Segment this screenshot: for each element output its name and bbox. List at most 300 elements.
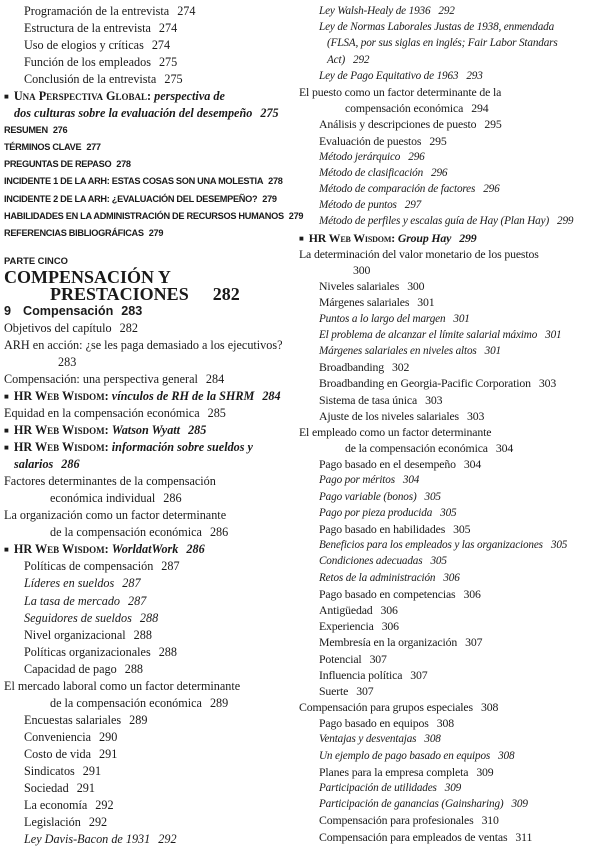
toc-entry-line (24, 610, 296, 627)
toc-entry-text: Programación de la entrevista (24, 4, 170, 18)
toc-entry-caps (4, 191, 296, 208)
toc-entry-sub (299, 634, 598, 650)
toc-entry-caps (4, 225, 296, 242)
toc-entry-text: Retos de la administración (319, 571, 436, 584)
toc-entry-line (319, 327, 598, 343)
page-number: 311 (515, 829, 533, 844)
toc-entry-sub (299, 667, 598, 683)
toc-entry-text: Estructura de la entrevista (24, 21, 151, 36)
toc-entry-line (4, 225, 296, 242)
toc-entry-text: WorldatWork (111, 542, 179, 557)
page-number: 305 (550, 539, 568, 552)
toc-entry-sub (299, 521, 598, 537)
toc-entry-line (4, 354, 296, 371)
toc-entry-it (299, 19, 598, 68)
toc-entry-text: Seguidores de sueldos (24, 610, 132, 625)
toc-entry-line (319, 165, 598, 181)
toc-entry-it (299, 311, 598, 327)
toc-entry-line (319, 294, 598, 310)
toc-entry-text: Suerte (319, 683, 349, 698)
page-number: 278 (268, 176, 283, 187)
toc-entry-text: (FLSA, por sus siglas en inglés; Fair Labor Standars (327, 37, 558, 50)
toc-entry-line (24, 71, 296, 88)
toc-entry-it (299, 181, 598, 197)
toc-entry-it (299, 197, 598, 213)
toc-entry-text: Beneficios para los empleados y las organizaciones (319, 539, 543, 552)
page-number: 291 (76, 781, 95, 796)
toc-entry-line (319, 634, 598, 650)
toc-entry-line (4, 105, 296, 122)
page-number: 293 (466, 69, 483, 82)
toc-entry-text: Método de comparación de factores (319, 183, 476, 196)
toc-entry-it (299, 505, 598, 521)
toc-entry-line (319, 570, 598, 586)
toc-entry-line (319, 667, 598, 683)
toc-entry-line (4, 456, 296, 473)
toc-entry-line (4, 139, 296, 156)
page-number: 301 (417, 295, 435, 310)
page-number: 283 (121, 303, 143, 318)
web-feature-label: HR Web Wisdom: (13, 440, 109, 455)
toc-entry-line (319, 683, 598, 699)
toc-entry-line (24, 575, 296, 592)
toc-entry-it (299, 472, 598, 488)
toc-entry-sub (4, 763, 296, 780)
page-number: 274 (151, 38, 171, 53)
toc-entry-text: ARH en acción: ¿se les paga demasiado a los ejecutivos? (4, 337, 283, 352)
toc-entry-line (319, 19, 598, 35)
toc-entry-text: Pago por méritos (319, 474, 395, 487)
page-number: 296 (483, 183, 500, 196)
toc-entry-text: RESUMEN (4, 125, 48, 136)
toc-entry-it (299, 537, 598, 553)
toc-entry-it (4, 831, 296, 848)
toc-entry-text: Método de clasificación (319, 166, 424, 179)
page-number: 305 (430, 555, 447, 568)
toc-entry-text: perspectiva de (154, 89, 225, 104)
toc-entry-line (319, 52, 598, 68)
toc-entry-text: de la compensación económica (50, 695, 202, 710)
toc-entry-line (299, 230, 598, 246)
toc-entry-line (319, 116, 598, 132)
toc-entry-sub (4, 729, 296, 746)
toc-entry-line (4, 541, 296, 558)
toc-entry-line (319, 408, 598, 424)
web-feature-label: HR Web Wisdom: (13, 423, 109, 438)
toc-entry-text: Compensación para profesionales (319, 813, 474, 828)
toc-entry-caps (4, 122, 296, 139)
page-number: 306 (463, 586, 481, 601)
toc-entry-line (24, 558, 296, 575)
toc-entry-sub (4, 37, 296, 54)
page-number: 274 (158, 21, 178, 36)
toc-entry-it (299, 780, 598, 796)
toc-entry-caps (4, 208, 304, 225)
toc-entry-web (4, 422, 296, 439)
toc-entry-line (319, 618, 598, 634)
web-feature-label: HR Web Wisdom: (308, 230, 396, 245)
page-number: 297 (404, 199, 422, 212)
toc-entry-text: Pago variable (bonos) (319, 490, 417, 503)
page-number: 304 (463, 457, 482, 472)
toc-entry-sub (4, 20, 296, 37)
toc-entry-text: información sobre sueldos y (111, 440, 253, 455)
toc-entry-text: Ley de Pago Equitativo de 1963 (319, 69, 459, 82)
page-number: 287 (161, 559, 180, 574)
toc-entry-line (24, 661, 296, 678)
square-bullet-icon: ■ (4, 426, 9, 436)
toc-entry-web (4, 388, 296, 405)
page-number: 286 (209, 525, 229, 540)
toc-entry-sub (4, 3, 296, 20)
toc-entry-line (319, 586, 598, 602)
toc-entry-text: Análisis y descripciones de puesto (319, 117, 477, 132)
toc-entry-line (24, 644, 296, 661)
toc-entry-sub (299, 586, 598, 602)
toc-entry-line (319, 796, 598, 812)
toc-entry-line (4, 473, 296, 490)
square-bullet-icon: ■ (4, 391, 9, 401)
toc-entry-line (4, 507, 296, 524)
toc-entry-line (299, 246, 598, 262)
page-number: 274 (177, 4, 196, 18)
page-number: 292 (438, 5, 455, 17)
page-number: 285 (207, 405, 226, 420)
page-number: 286 (163, 491, 182, 506)
toc-entry-line (24, 797, 296, 814)
toc-entry-text: Ley Walsh-Healy de 1936 (319, 5, 431, 17)
toc-entry-line (4, 122, 296, 139)
page-number: 296 (431, 166, 448, 179)
toc-entry-text: Participación de utilidades (319, 782, 437, 794)
page-number: 295 (484, 117, 502, 132)
toc-entry-it (299, 3, 598, 19)
page-number: 275 (164, 72, 183, 87)
toc-entry-line (24, 627, 296, 644)
toc-entry-text: Broadbanding (319, 360, 385, 375)
page-number: 308 (480, 700, 499, 715)
toc-entry-line (319, 651, 598, 667)
toc-entry-line (24, 780, 296, 797)
toc-entry-text: La tasa de mercado (24, 593, 121, 608)
toc-entry-text: Pago basado en equipos (319, 716, 429, 731)
toc-entry-line (319, 456, 598, 472)
page-number: 303 (538, 376, 557, 391)
toc-entry-line (319, 748, 598, 764)
toc-entry-text: El puesto como un factor determinante de la (299, 84, 502, 99)
toc-entry-line (299, 100, 598, 116)
toc-entry-text: Compensación para empleados de ventas (319, 829, 508, 844)
toc-entry-text: Legislación (24, 815, 81, 830)
toc-entry-sub (299, 602, 598, 618)
toc-entry-sub (4, 661, 296, 678)
page-number: 286 (186, 542, 205, 557)
toc-entry-text: El problema de alcanzar el límite salarial máximo (319, 328, 538, 341)
toc-entry-line (24, 593, 296, 610)
page-number: 309 (444, 782, 462, 794)
toc-entry-line (4, 303, 296, 320)
toc-entry-main (4, 320, 296, 337)
page-number: 288 (158, 644, 177, 659)
toc-entry-text: Influencia política (319, 667, 403, 682)
toc-entry-text: Antigüedad (319, 602, 373, 617)
page-number: 284 (262, 388, 281, 403)
toc-entry-it (299, 570, 598, 586)
toc-entry-line (319, 521, 598, 537)
toc-entry-main (4, 337, 296, 371)
toc-entry-line (4, 283, 296, 304)
page-number: 300 (407, 279, 425, 294)
page-number: 308 (424, 733, 441, 746)
page-number: 294 (471, 101, 489, 116)
page-number: 307 (356, 683, 374, 698)
toc-entry-title (4, 266, 296, 304)
toc-entry-it (4, 593, 296, 610)
toc-entry-line (319, 537, 598, 553)
toc-entry-text: de la compensación económica (50, 525, 202, 540)
toc-entry-line (24, 712, 296, 729)
toc-entry-caps (4, 139, 296, 156)
toc-entry-caps (4, 156, 296, 173)
toc-entry-text: Pago basado en el desempeño (319, 457, 456, 472)
toc-entry-line (24, 54, 296, 71)
page-number: 292 (95, 798, 114, 813)
toc-entry-text: Niveles salariales (319, 279, 400, 294)
page-number: 282 (212, 283, 240, 304)
toc-entry-text: HABILIDADES EN LA ADMINISTRACIÓN DE RECURSOS HUMANOS (4, 210, 284, 221)
toc-entry-sub (299, 456, 598, 472)
toc-entry-text: Costo de vida (24, 746, 92, 761)
page-number: 289 (209, 695, 229, 710)
page-number: 306 (381, 619, 399, 634)
toc-entry-main (4, 405, 296, 422)
toc-entry-text: Sociedad (24, 781, 69, 796)
toc-entry-sub (299, 651, 598, 667)
toc-entry-line (24, 831, 296, 848)
toc-entry-line (4, 422, 296, 439)
page-number: 301 (545, 328, 562, 341)
toc-entry-text: La economía (24, 798, 88, 813)
toc-entry-text: Sistema de tasa única (319, 392, 418, 407)
page-number: 279 (288, 210, 304, 221)
page-number: 296 (408, 150, 425, 163)
page-number: 282 (119, 320, 138, 335)
toc-entry-text: Puntos a lo largo del margen (319, 312, 446, 325)
toc-entry-text: TÉRMINOS CLAVE (4, 142, 82, 153)
toc-entry-it (299, 213, 598, 229)
page-number: 310 (481, 813, 499, 828)
toc-entry-main (4, 371, 296, 388)
toc-entry-line (319, 715, 598, 731)
toc-entry-sub (299, 359, 598, 375)
toc-entry-text: Márgenes salariales (319, 295, 410, 310)
toc-entry-main (299, 84, 598, 116)
toc-entry-web (299, 230, 598, 246)
toc-entry-chapter (4, 303, 296, 320)
page-number: 299 (557, 215, 574, 228)
page-number: 308 (498, 749, 515, 762)
toc-entry-text: Función de los empleados (24, 55, 151, 70)
web-feature-label: HR Web Wisdom: (13, 388, 109, 403)
toc-entry-text: Ley Davis-Bacon de 1931 (24, 832, 151, 847)
page-number: 303 (467, 408, 485, 423)
toc-entry-sub (4, 797, 296, 814)
toc-entry-line (319, 359, 598, 375)
toc-entry-text: Experiencia (319, 619, 374, 634)
toc-entry-sub (299, 294, 598, 310)
toc-entry-line (4, 320, 296, 337)
toc-entry-text: Participación de ganancias (Gainsharing) (319, 798, 504, 811)
toc-entry-text: Método de perfiles y escalas guía de Hay (Plan Hay) (319, 215, 550, 228)
page-number: 288 (124, 661, 144, 676)
page-number: 305 (453, 522, 471, 536)
toc-entry-line (4, 156, 296, 173)
page-number: 287 (122, 576, 141, 591)
toc-entry-sub (4, 54, 296, 71)
toc-entry-sub (299, 392, 598, 408)
toc-entry-sub (299, 116, 598, 132)
toc-entry-line (319, 489, 598, 505)
toc-entry-line (319, 553, 598, 569)
page-number: 301 (453, 312, 470, 325)
toc-entry-sub (299, 375, 598, 391)
toc-entry-text: Group Hay (397, 230, 452, 245)
page-number: 284 (205, 371, 225, 386)
page-number: 301 (484, 344, 501, 357)
page-number: 275 (260, 106, 279, 121)
toc-entry-text: Equidad en la compensación económica (4, 405, 200, 420)
toc-entry-text: vínculos de RH de la SHRM (111, 388, 255, 403)
page-number: 302 (392, 360, 410, 375)
toc-entry-text: Act) (327, 53, 346, 66)
toc-entry-text: Conveniencia (24, 729, 92, 744)
toc-entry-sub (299, 764, 598, 780)
toc-entry-line (24, 3, 296, 20)
toc-entry-it (299, 165, 598, 181)
toc-entry-text: económica individual (50, 491, 156, 506)
toc-entry-text: Pago basado en competencias (319, 586, 456, 601)
toc-entry-text: Compensación: una perspectiva general (4, 371, 198, 386)
toc-entry-main (299, 424, 598, 456)
web-feature-label: Una Perspectiva Global: (13, 89, 152, 104)
toc-entry-text: Conclusión de la entrevista (24, 72, 157, 87)
page-number: 300 (353, 263, 371, 277)
toc-entry-line (4, 191, 296, 208)
toc-entry-sub (4, 627, 296, 644)
page-number: 276 (52, 125, 68, 136)
toc-entry-text: Condiciones adecuadas (319, 555, 423, 568)
toc-entry-it (299, 748, 598, 764)
page-number: 306 (443, 571, 460, 584)
toc-entry-line (4, 695, 296, 712)
square-bullet-icon: ■ (299, 233, 304, 243)
toc-entry-line (4, 490, 296, 507)
toc-entry-text: PRESTACIONES (50, 283, 189, 304)
toc-entry-line (319, 780, 598, 796)
square-bullet-icon: ■ (4, 545, 9, 555)
toc-entry-line (319, 343, 598, 359)
page-number: 290 (99, 729, 118, 744)
toc-entry-line (24, 746, 296, 763)
toc-entry-line (4, 88, 296, 105)
page-number: 306 (380, 602, 398, 617)
toc-entry-main (4, 678, 296, 712)
toc-entry-text: dos culturas sobre la evaluación del desempeño (14, 106, 253, 121)
toc-entry-text: Ventajas y desventajas (319, 733, 417, 746)
page-number: 286 (61, 457, 80, 472)
toc-entry-it (299, 327, 598, 343)
toc-entry-text: REFERENCIAS BIBLIOGRÁFICAS (4, 227, 144, 238)
page-number: 289 (129, 712, 148, 727)
page-number: 277 (86, 142, 101, 153)
page-number: 304 (495, 441, 514, 456)
toc-entry-it (299, 343, 598, 359)
toc-entry-sub (299, 408, 598, 424)
toc-entry-it (4, 610, 296, 627)
toc-entry-sub (299, 278, 598, 294)
toc-entry-text: Sindicatos (24, 763, 75, 778)
toc-entry-text: Compensación para grupos especiales (299, 700, 473, 715)
toc-entry-sub (299, 683, 598, 699)
toc-entry-text: salarios (14, 457, 54, 472)
toc-entry-text: Ajuste de los niveles salariales (319, 408, 460, 423)
toc-entry-caps (4, 173, 296, 190)
page-number: 278 (116, 159, 131, 170)
toc-entry-line (319, 764, 598, 780)
toc-entry-sub (4, 814, 296, 831)
toc-entry-text: Método de puntos (319, 199, 397, 212)
toc-entry-line (24, 20, 296, 37)
toc-entry-text: Un ejemplo de pago basado en equipos (319, 749, 491, 762)
page-number: 288 (139, 610, 159, 625)
toc-entry-line (319, 812, 598, 828)
toc-entry-line (4, 678, 296, 695)
toc-entry-line (24, 814, 296, 831)
toc-entry-web (4, 88, 296, 122)
toc-entry-line (319, 602, 598, 618)
toc-entry-it (299, 553, 598, 569)
toc-entry-it (299, 796, 598, 812)
toc-entry-line (319, 392, 598, 408)
toc-entry-line (4, 208, 304, 225)
page-number: 295 (429, 133, 447, 148)
toc-entry-text: PARTE CINCO (4, 254, 68, 266)
toc-entry-line (319, 213, 598, 229)
toc-entry-text: Nivel organizacional (24, 627, 126, 642)
toc-entry-text: La determinación del valor monetario de los puestos (299, 246, 539, 261)
page-number: 304 (402, 474, 420, 487)
page-number: 309 (476, 764, 494, 779)
page-number: 308 (436, 716, 454, 731)
page-number: 307 (410, 667, 428, 682)
toc-entry-sub (299, 618, 598, 634)
toc-entry-it (299, 149, 598, 165)
toc-entry-web (4, 439, 296, 473)
toc-entry-text: Broadbanding en Georgia-Pacific Corporation (319, 376, 531, 391)
toc-entry-text: Método jerárquico (319, 150, 401, 163)
page-number: 275 (158, 55, 178, 70)
toc-entry-web (4, 541, 296, 558)
toc-entry-text: de la compensación económica (345, 441, 488, 456)
toc-left-column (4, 3, 304, 848)
page-number: 283 (58, 354, 77, 369)
page-number: 279 (148, 227, 164, 238)
toc-entry-line (24, 729, 296, 746)
toc-entry-main (299, 246, 598, 278)
page-number: 307 (369, 651, 387, 666)
toc-entry-text: Evaluación de puestos (319, 133, 422, 148)
toc-entry-line (4, 337, 296, 354)
